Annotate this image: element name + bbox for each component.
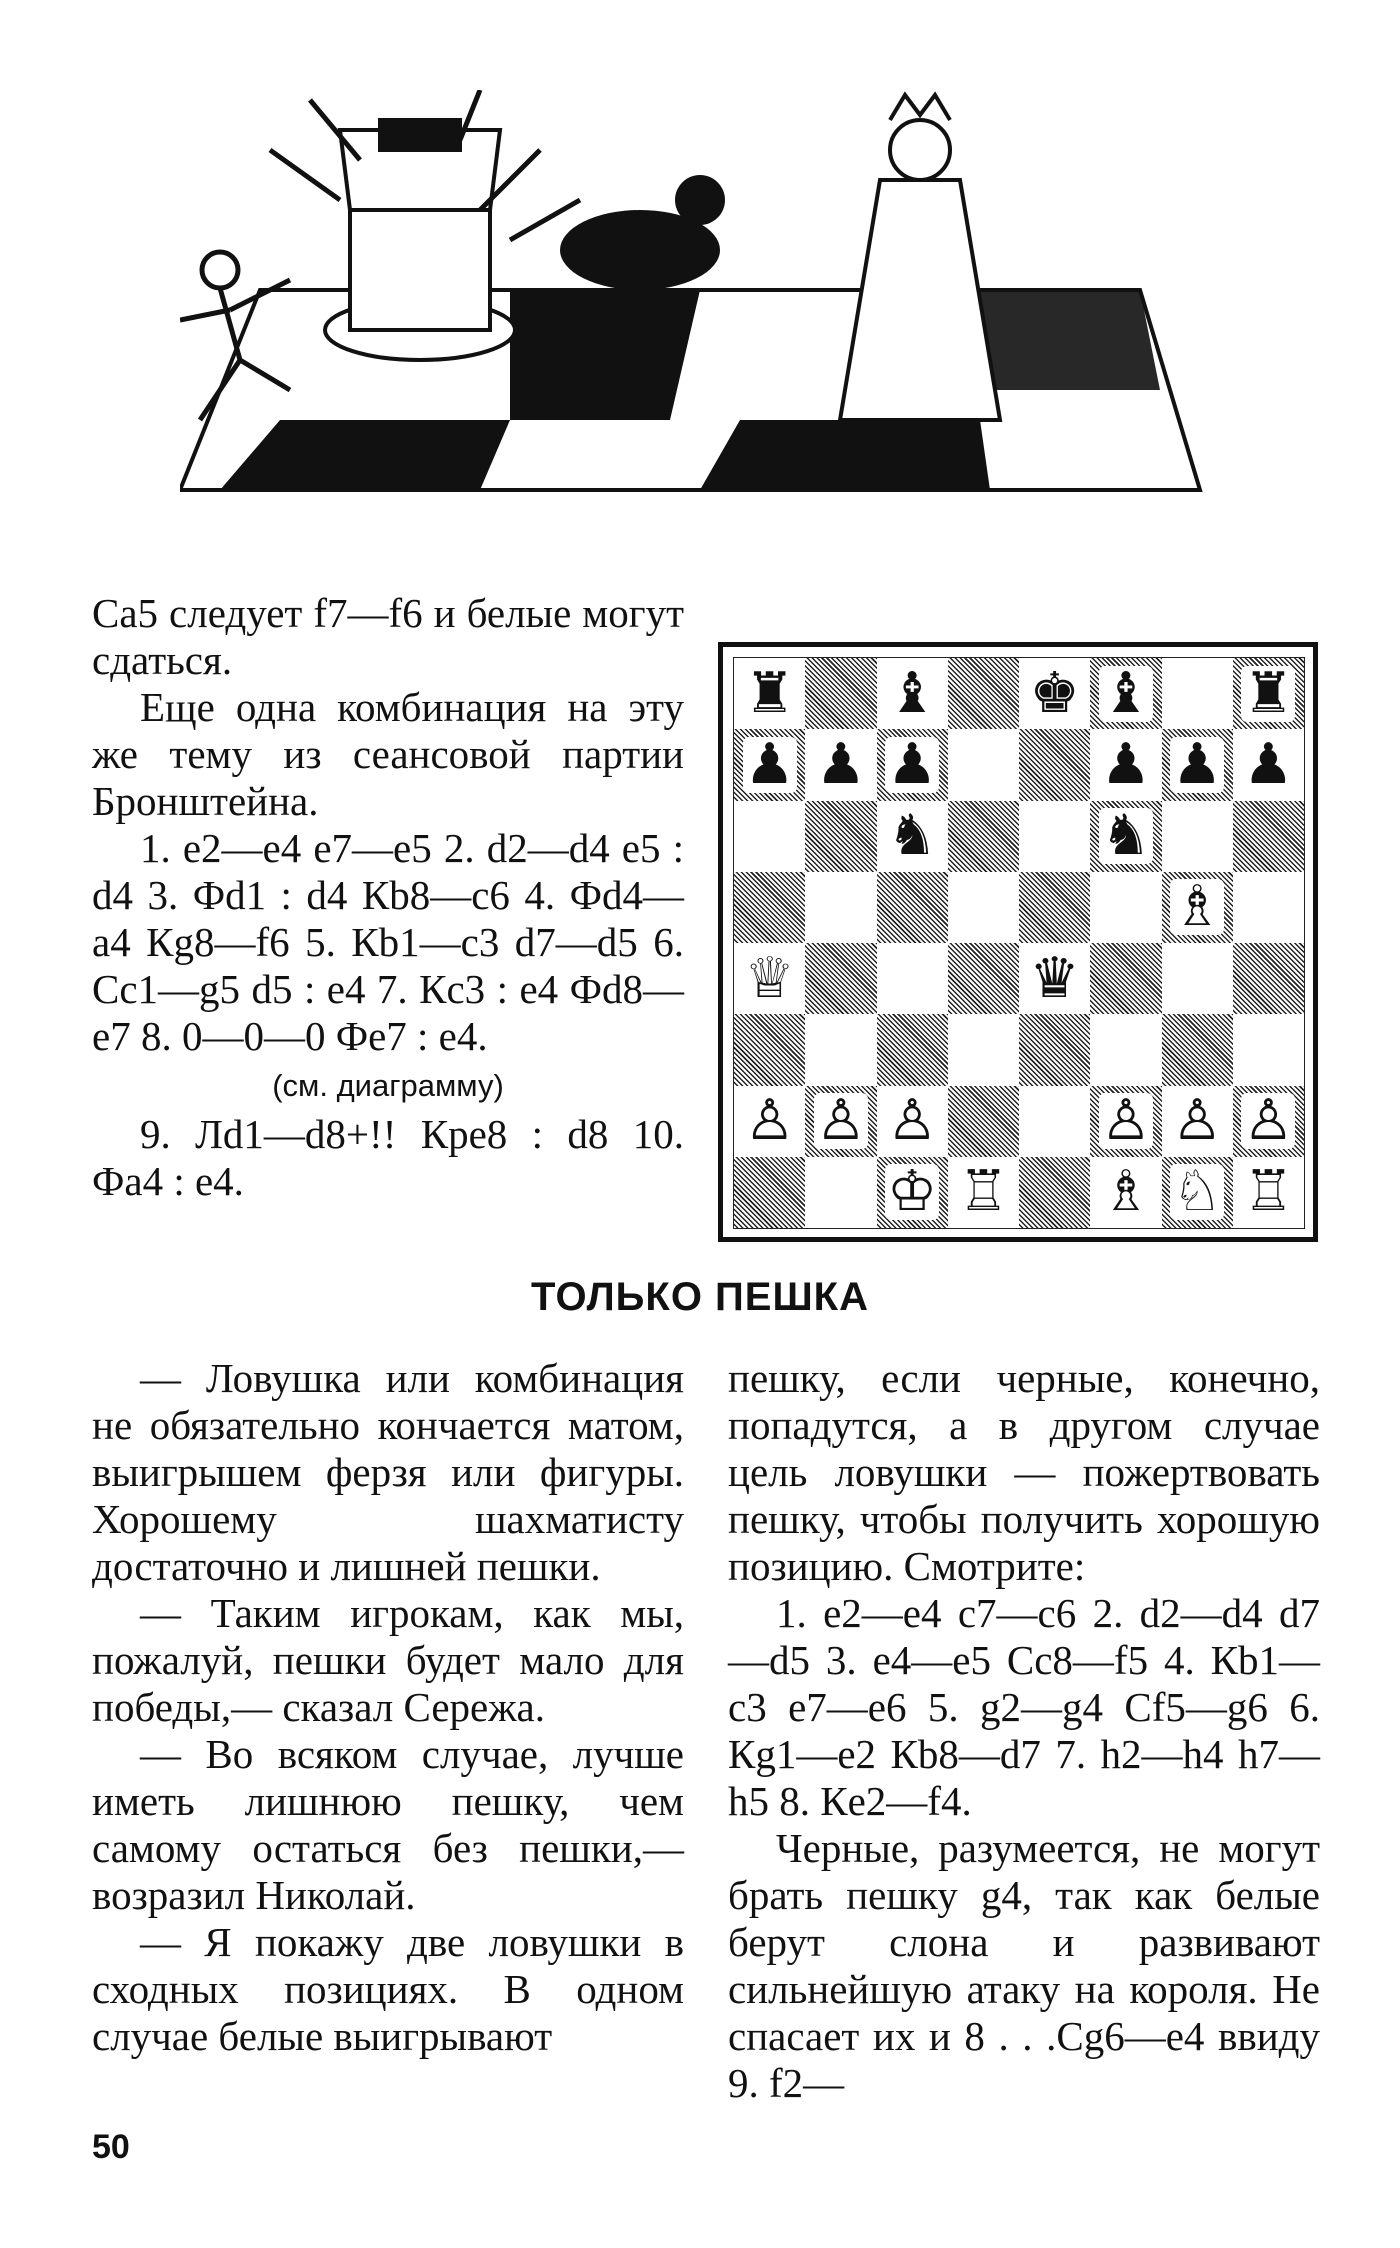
paragraph: Са5 следует f7—f6 и белые могут сдаться.: [92, 590, 684, 683]
board-square: [805, 1014, 876, 1085]
board-square: [877, 1157, 948, 1228]
board-square: [1233, 872, 1304, 943]
chess-piece: ♝: [1100, 660, 1151, 726]
paragraph: — Ловушка или комбинация не обязательно кончается матом, выигрышем ферзя или фигуры. Хорошему шахматисту достаточно и лишней пешки.: [92, 1355, 684, 1589]
chess-piece: ♙: [1172, 1088, 1223, 1154]
chess-piece: ♕: [744, 945, 795, 1011]
board-square: [948, 658, 1019, 729]
section-heading: ТОЛЬКО ПЕШКА: [531, 1275, 869, 1319]
chess-piece: ♟: [744, 731, 795, 797]
chess-piece: ♙: [887, 1088, 938, 1154]
chess-piece: ♜: [744, 660, 795, 726]
board-square: [1090, 1086, 1161, 1157]
paragraph: Еще одна комбинация на эту же тему из сеансовой партии Бронштейна.: [92, 684, 684, 824]
board-square: [1233, 1014, 1304, 1085]
chess-cartoon-illustration: [180, 90, 1280, 570]
board-square: [1162, 1086, 1233, 1157]
move-sequence: 9. Лd1—d8+!! Крe8 : d8 10. Фa4 : e4.: [92, 1111, 684, 1204]
chess-piece: ♘: [1172, 1159, 1223, 1225]
paragraph: Черные, разумеется, не могут брать пешку g4, так как белые берут слона и развивают сильнейшую атаку на короля. Не спасает их и 8 . . .Сg6—e4 ввиду 9. f2—: [728, 1825, 1320, 2106]
board-square: [1233, 1157, 1304, 1228]
chess-piece: ♟: [1100, 731, 1151, 797]
board-square: [734, 1086, 805, 1157]
chess-piece: ♙: [744, 1088, 795, 1154]
opening-text-column: [92, 590, 684, 1205]
board-square: [1090, 943, 1161, 1014]
paragraph: — Во всяком случае, лучше иметь лишнюю пешку, чем самому остаться без пешки,— возразил Николай.: [92, 1731, 684, 1918]
board-square: [1090, 872, 1161, 943]
board-square: [877, 658, 948, 729]
board-square: [734, 801, 805, 872]
board-square: [1233, 658, 1304, 729]
board-square: [1019, 872, 1090, 943]
chess-board: [733, 657, 1305, 1229]
chess-piece: ♔: [887, 1159, 938, 1225]
board-square: [805, 1086, 876, 1157]
board-square: [877, 1014, 948, 1085]
chess-piece: ♗: [1172, 874, 1223, 940]
board-square: [877, 729, 948, 800]
board-square: [805, 658, 876, 729]
board-square: [1162, 943, 1233, 1014]
board-square: [1162, 1014, 1233, 1085]
board-square: [1162, 872, 1233, 943]
board-square: [1090, 1014, 1161, 1085]
chess-piece: ♚: [1029, 660, 1080, 726]
board-square: [805, 872, 876, 943]
board-square: [1233, 943, 1304, 1014]
board-square: [805, 801, 876, 872]
board-square: [1233, 801, 1304, 872]
chess-piece: ♜: [1243, 660, 1294, 726]
chess-piece: ♟: [815, 731, 866, 797]
board-square: [1090, 658, 1161, 729]
board-square: [1162, 1157, 1233, 1228]
board-square: [948, 943, 1019, 1014]
chess-piece: ♙: [1243, 1088, 1294, 1154]
chess-piece: ♟: [1243, 731, 1294, 797]
board-square: [1233, 729, 1304, 800]
board-square: [1019, 1014, 1090, 1085]
chess-piece: ♙: [815, 1088, 866, 1154]
board-square: [734, 1157, 805, 1228]
board-square: [877, 943, 948, 1014]
board-square: [877, 872, 948, 943]
board-square: [734, 872, 805, 943]
board-square: [948, 1086, 1019, 1157]
board-square: [805, 943, 876, 1014]
board-square: [805, 729, 876, 800]
right-text-column: [728, 1355, 1320, 2107]
chess-piece: ♖: [1243, 1159, 1294, 1225]
chess-piece: ♞: [1100, 803, 1151, 869]
board-square: [948, 801, 1019, 872]
board-square: [1019, 1157, 1090, 1228]
board-square: [1019, 729, 1090, 800]
board-square: [948, 1014, 1019, 1085]
board-square: [734, 1014, 805, 1085]
board-square: [1090, 801, 1161, 872]
chess-diagram: [718, 642, 1318, 1242]
chess-piece: ♙: [1100, 1088, 1151, 1154]
board-square: [1162, 729, 1233, 800]
board-square: [877, 801, 948, 872]
board-square: [1090, 729, 1161, 800]
paragraph: — Я покажу две ловушки в сходных позициях. В одном случае белые выигрывают: [92, 1919, 684, 2059]
chess-piece: ♝: [887, 660, 938, 726]
board-square: [734, 729, 805, 800]
diagram-reference: (см. диаграмму): [272, 1068, 504, 1103]
paragraph: — Таким игрокам, как мы, пожалуй, пешки будет мало для победы,— сказал Сережа.: [92, 1590, 684, 1730]
board-square: [1019, 658, 1090, 729]
board-square: [1019, 801, 1090, 872]
left-text-column: [92, 1355, 684, 2060]
board-square: [1162, 801, 1233, 872]
chess-piece: ♟: [887, 731, 938, 797]
chess-piece: ♛: [1029, 945, 1080, 1011]
board-square: [1162, 658, 1233, 729]
chess-piece: ♟: [1172, 731, 1223, 797]
paragraph: пешку, если черные, конечно, попадутся, а в другом случае цель ловушки — пожертвовать пешку, чтобы получить хорошую позицию. Смотрите:: [728, 1355, 1320, 1589]
page-number: 50: [92, 2128, 130, 2166]
knight-creature: [560, 175, 725, 290]
board-square: [948, 1157, 1019, 1228]
board-square: [948, 872, 1019, 943]
move-sequence: 1. e2—e4 c7—c6 2. d2—d4 d7—d5 3. e4—e5 Сc8—f5 4. Кb1—c3 e7—e6 5. g2—g4 Сf5—g6 6. Кg1—e2 Кb8—d7 7. h2—h4 h7—h5 8. Кe2—f4.: [728, 1590, 1320, 1824]
board-square: [734, 658, 805, 729]
board-square: [1019, 1086, 1090, 1157]
board-square: [877, 1086, 948, 1157]
board-square: [805, 1157, 876, 1228]
king-figure: [840, 95, 1000, 420]
board-square: [948, 729, 1019, 800]
chess-piece: ♖: [958, 1159, 1009, 1225]
board-square: [734, 943, 805, 1014]
board-square: [1090, 1157, 1161, 1228]
chess-piece: ♞: [887, 803, 938, 869]
chess-piece: ♗: [1100, 1159, 1151, 1225]
board-square: [1233, 1086, 1304, 1157]
board-square: [1019, 943, 1090, 1014]
move-sequence: 1. e2—e4 e7—e5 2. d2—d4 e5 : d4 3. Фd1 : d4 Кb8—c6 4. Фd4—a4 Кg8—f6 5. Кb1—c3 d7—d5 6. Сc1—g5 d5 : e4 7. Кc3 : e4 Фd8—e7 8. 0—0—0 Фe7 : e4.: [92, 825, 684, 1059]
